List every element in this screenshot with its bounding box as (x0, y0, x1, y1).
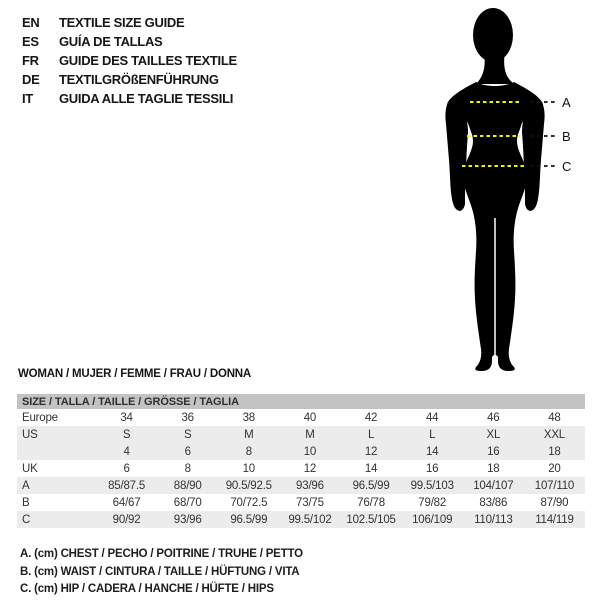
table-cell: 106/109 (402, 511, 463, 528)
row-label: US (17, 426, 96, 443)
table-cell: 4 (96, 443, 157, 460)
table-cell: 96.5/99 (341, 477, 402, 494)
table-cell: 107/110 (524, 477, 585, 494)
table-cell: 79/82 (418, 496, 447, 509)
row-label: B (22, 496, 30, 509)
table-cell: 93/96 (157, 511, 218, 528)
table-cell: XXL (524, 426, 585, 443)
table-cell: 114/119 (524, 511, 585, 528)
table-cell: 90/92 (96, 511, 157, 528)
table-cell: 102.5/105 (341, 511, 402, 528)
table-cell: S (96, 426, 157, 443)
table-cell: 8 (184, 462, 191, 475)
table-cell: 38 (242, 411, 256, 424)
language-row-es (22, 32, 237, 51)
language-row-it (22, 89, 237, 108)
table-cell: 88/90 (157, 477, 218, 494)
row-label: Europe (22, 411, 58, 424)
table-cell: 70/72.5 (230, 496, 268, 509)
language-title: GUÍA DE TALLAS (59, 34, 163, 49)
table-cell: 34 (120, 411, 133, 424)
row-label: A (17, 477, 96, 494)
row-label: C (17, 511, 96, 528)
table-cell: 83/86 (479, 496, 508, 509)
language-title: GUIDA ALLE TAGLIE TESSILI (59, 91, 234, 106)
table-cell: 18 (487, 462, 500, 475)
measure-label-b: B (562, 129, 571, 144)
table-cell: 110/113 (463, 511, 524, 528)
table-header: SIZE / TALLA / TAILLE / GRÖSSE / TAGLIA (17, 394, 585, 409)
table-cell: 18 (524, 443, 585, 460)
table-row-uk (17, 460, 585, 477)
language-code: ES (22, 34, 39, 49)
table-cell: 99.5/103 (402, 477, 463, 494)
language-code: FR (22, 53, 39, 68)
silhouette-left-arm (445, 101, 468, 211)
woman-silhouette-figure (420, 4, 600, 379)
table-cell: 73/75 (296, 496, 324, 509)
table-cell: M (218, 426, 279, 443)
measurement-legend (20, 546, 303, 599)
table-cell: 8 (218, 443, 279, 460)
table-row-europe (17, 409, 585, 426)
table-cell: 85/87.5 (96, 477, 157, 494)
table-cell: 36 (181, 411, 194, 424)
table-cell: 87/90 (540, 496, 569, 509)
measure-label-a: A (562, 95, 571, 110)
row-label (17, 443, 96, 460)
table-cell: 12 (303, 462, 317, 475)
table-cell: 14 (402, 443, 463, 460)
table-cell: 20 (548, 462, 561, 475)
table-cell: L (402, 426, 463, 443)
table-cell: 10 (279, 443, 340, 460)
size-table (17, 394, 585, 528)
table-cell: L (341, 426, 402, 443)
language-title: GUIDE DES TAILLES TEXTILE (59, 53, 237, 68)
legend-line-chest: A. (cm) CHEST / PECHO / POITRINE / TRUHE / PETTO (20, 548, 303, 560)
table-row-us-numeric (17, 443, 585, 460)
table-cell: 16 (425, 462, 439, 475)
table-cell: S (157, 426, 218, 443)
table-cell: 40 (303, 411, 317, 424)
row-label: UK (22, 462, 38, 475)
table-cell: 6 (123, 462, 130, 475)
table-cell: 96.5/99 (218, 511, 279, 528)
section-title: WOMAN / MUJER / FEMME / FRAU / DONNA (18, 368, 252, 380)
table-cell: 42 (364, 411, 378, 424)
silhouette-right-arm (522, 101, 545, 211)
language-row-de (22, 70, 237, 89)
table-row-waist-b (17, 494, 585, 511)
language-title: TEXTILGRÖßENFÜHRUNG (59, 72, 219, 87)
table-cell: 93/96 (279, 477, 340, 494)
table-cell: 48 (548, 411, 561, 424)
table-cell: 44 (425, 411, 439, 424)
table-cell: 64/67 (112, 496, 141, 509)
table-cell: 68/70 (173, 496, 202, 509)
table-header-row (17, 394, 585, 409)
table-cell: 14 (364, 462, 378, 475)
table-cell: XL (463, 426, 524, 443)
table-cell: 10 (242, 462, 256, 475)
language-list (22, 13, 237, 108)
table-row-hip-c (17, 511, 585, 528)
language-code: IT (22, 91, 33, 106)
table-row-chest-a (17, 477, 585, 494)
legend-line-hip: C. (cm) HIP / CADERA / HANCHE / HÜFTE / HIPS (20, 583, 274, 595)
language-row-en (22, 13, 237, 32)
table-cell: 104/107 (463, 477, 524, 494)
language-code: EN (22, 15, 40, 30)
language-code: DE (22, 72, 40, 87)
table-cell: 99.5/102 (279, 511, 340, 528)
table-cell: 46 (487, 411, 500, 424)
table-cell: 90.5/92.5 (218, 477, 279, 494)
table-cell: M (279, 426, 340, 443)
table-cell: 12 (341, 443, 402, 460)
table-cell: 16 (463, 443, 524, 460)
table-cell: 76/78 (357, 496, 385, 509)
language-title: TEXTILE SIZE GUIDE (59, 15, 185, 30)
legend-line-waist: B. (cm) WAIST / CINTURA / TAILLE / HÜFTUNG / VITA (20, 565, 300, 578)
table-row-us (17, 426, 585, 443)
language-row-fr (22, 51, 237, 70)
table-cell: 6 (157, 443, 218, 460)
measure-label-c: C (562, 159, 572, 174)
